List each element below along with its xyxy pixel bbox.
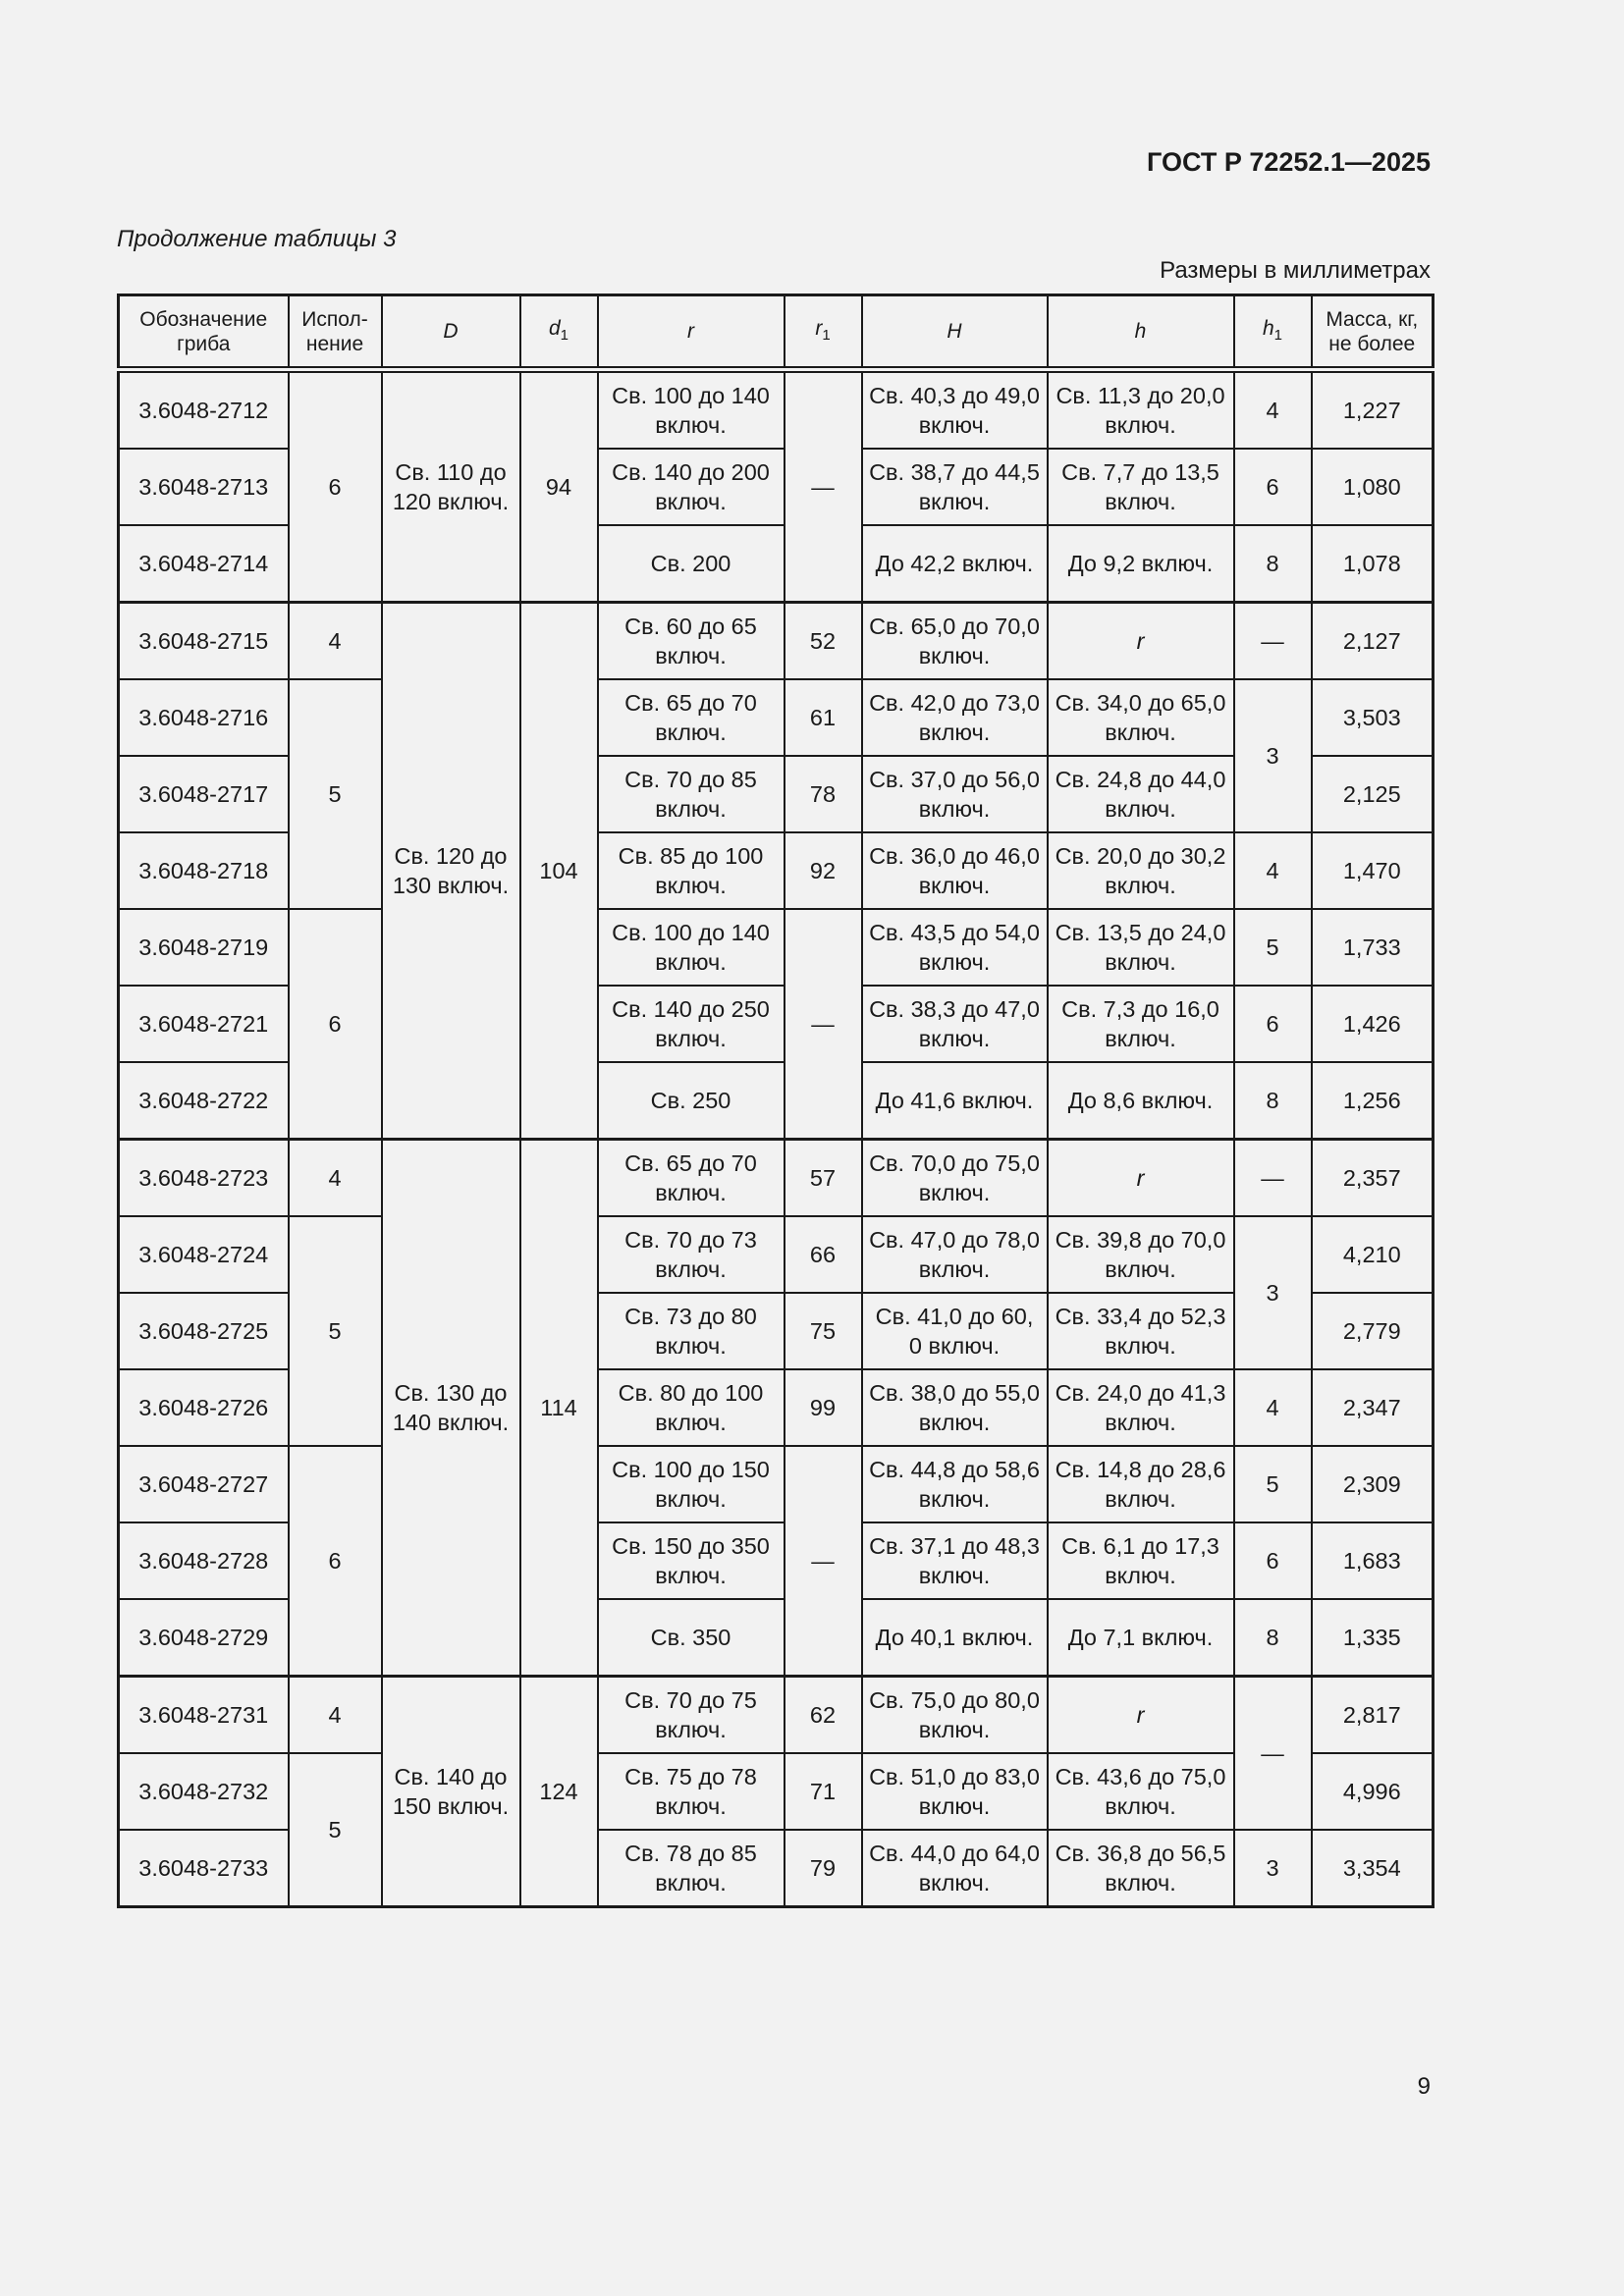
H-cell: Св. 47,0 до 78,0 включ. [862, 1216, 1048, 1293]
h1-cell: — [1234, 1140, 1312, 1217]
h-cell: Св. 7,7 до 13,5 включ. [1048, 449, 1234, 525]
version-cell: 4 [289, 1677, 382, 1754]
designation-cell: 3.6048-2725 [119, 1293, 289, 1369]
designation-cell: 3.6048-2712 [119, 370, 289, 450]
h-cell: Св. 43,6 до 75,0 включ. [1048, 1753, 1234, 1830]
col-D: D [382, 295, 520, 370]
h-cell: До 8,6 включ. [1048, 1062, 1234, 1140]
designation-cell: 3.6048-2726 [119, 1369, 289, 1446]
h1-cell: 4 [1234, 370, 1312, 450]
mass-cell: 2,125 [1312, 756, 1434, 832]
H-cell: До 40,1 включ. [862, 1599, 1048, 1677]
document-code: ГОСТ Р 72252.1—2025 [1147, 147, 1431, 177]
h1-cell: 6 [1234, 449, 1312, 525]
r1-cell: — [785, 1446, 862, 1677]
table-row [119, 1677, 1434, 1754]
mass-cell: 2,347 [1312, 1369, 1434, 1446]
col-h: h [1048, 295, 1234, 370]
r-cell: Св. 65 до 70 включ. [598, 679, 785, 756]
designation-cell: 3.6048-2718 [119, 832, 289, 909]
version-cell: 5 [289, 1753, 382, 1907]
H-cell: Св. 42,0 до 73,0 включ. [862, 679, 1048, 756]
mass-cell: 1,227 [1312, 370, 1434, 450]
version-cell: 6 [289, 909, 382, 1140]
dimensions-table [117, 294, 1435, 1908]
designation-cell: 3.6048-2713 [119, 449, 289, 525]
H-cell: Св. 38,0 до 55,0 включ. [862, 1369, 1048, 1446]
H-cell: Св. 36,0 до 46,0 включ. [862, 832, 1048, 909]
r1-cell: 78 [785, 756, 862, 832]
r1-cell: 99 [785, 1369, 862, 1446]
designation-cell: 3.6048-2717 [119, 756, 289, 832]
h-cell: До 9,2 включ. [1048, 525, 1234, 603]
H-cell: Св. 40,3 до 49,0 включ. [862, 370, 1048, 450]
mass-cell: 4,996 [1312, 1753, 1434, 1830]
col-r: r [598, 295, 785, 370]
r1-cell: 75 [785, 1293, 862, 1369]
col-r1: $r_1$ [785, 295, 862, 370]
mass-cell: 3,503 [1312, 679, 1434, 756]
designation-cell: 3.6048-2723 [119, 1140, 289, 1217]
page-number: 9 [1417, 2073, 1431, 2100]
mass-cell: 2,817 [1312, 1677, 1434, 1754]
H-cell: Св. 37,1 до 48,3 включ. [862, 1522, 1048, 1599]
r1-cell: 66 [785, 1216, 862, 1293]
designation-cell: 3.6048-2731 [119, 1677, 289, 1754]
mass-cell: 4,210 [1312, 1216, 1434, 1293]
H-cell: Св. 37,0 до 56,0 включ. [862, 756, 1048, 832]
r-cell: Св. 350 [598, 1599, 785, 1677]
r-cell: Св. 100 до 140 включ. [598, 370, 785, 450]
r-cell: Св. 250 [598, 1062, 785, 1140]
mass-cell: 2,127 [1312, 603, 1434, 680]
h-cell: Св. 39,8 до 70,0 включ. [1048, 1216, 1234, 1293]
h1-cell: 6 [1234, 1522, 1312, 1599]
r-cell: Св. 75 до 78 включ. [598, 1753, 785, 1830]
table-row [119, 1446, 1434, 1522]
r-cell: Св. 70 до 73 включ. [598, 1216, 785, 1293]
h1-cell: 5 [1234, 909, 1312, 986]
h-cell: Св. 20,0 до 30,2 включ. [1048, 832, 1234, 909]
h-cell: Св. 6,1 до 17,3 включ. [1048, 1522, 1234, 1599]
version-cell: 6 [289, 370, 382, 603]
table-row [119, 1216, 1434, 1293]
r-cell: Св. 70 до 85 включ. [598, 756, 785, 832]
h-cell: Св. 34,0 до 65,0 включ. [1048, 679, 1234, 756]
col-H: H [862, 295, 1048, 370]
r1-cell: 79 [785, 1830, 862, 1907]
designation-cell: 3.6048-2722 [119, 1062, 289, 1140]
r-cell: Св. 65 до 70 включ. [598, 1140, 785, 1217]
mass-cell: 2,779 [1312, 1293, 1434, 1369]
H-cell: Св. 43,5 до 54,0 включ. [862, 909, 1048, 986]
designation-cell: 3.6048-2727 [119, 1446, 289, 1522]
d1-cell: 104 [520, 603, 598, 1140]
d1-cell: 114 [520, 1140, 598, 1677]
H-cell: Св. 70,0 до 75,0 включ. [862, 1140, 1048, 1217]
units-note: Размеры в миллиметрах [1160, 257, 1431, 284]
r-cell: Св. 70 до 75 включ. [598, 1677, 785, 1754]
h1-cell: 4 [1234, 832, 1312, 909]
r-cell: Св. 100 до 140 включ. [598, 909, 785, 986]
H-cell: Св. 75,0 до 80,0 включ. [862, 1677, 1048, 1754]
h1-cell: 8 [1234, 525, 1312, 603]
mass-cell: 1,078 [1312, 525, 1434, 603]
h-cell: Св. 11,3 до 20,0 включ. [1048, 370, 1234, 450]
version-cell: 5 [289, 1216, 382, 1446]
r1-cell: — [785, 909, 862, 1140]
mass-cell: 2,357 [1312, 1140, 1434, 1217]
H-cell: Св. 41,0 до 60, 0 включ. [862, 1293, 1048, 1369]
mass-cell: 1,683 [1312, 1522, 1434, 1599]
r1-cell: 71 [785, 1753, 862, 1830]
designation-cell: 3.6048-2719 [119, 909, 289, 986]
r-cell: Св. 150 до 350 включ. [598, 1522, 785, 1599]
D-cell: Св. 130 до 140 включ. [382, 1140, 520, 1677]
designation-cell: 3.6048-2728 [119, 1522, 289, 1599]
h1-cell: — [1234, 1677, 1312, 1831]
H-cell: До 42,2 включ. [862, 525, 1048, 603]
table-row [119, 679, 1434, 756]
H-cell: Св. 38,7 до 44,5 включ. [862, 449, 1048, 525]
d1-cell: 124 [520, 1677, 598, 1907]
designation-cell: 3.6048-2724 [119, 1216, 289, 1293]
designation-cell: 3.6048-2721 [119, 986, 289, 1062]
r1-cell: — [785, 370, 862, 603]
h1-cell: 3 [1234, 679, 1312, 832]
designation-cell: 3.6048-2732 [119, 1753, 289, 1830]
H-cell: Св. 44,0 до 64,0 включ. [862, 1830, 1048, 1907]
h1-cell: 4 [1234, 1369, 1312, 1446]
r-cell: Св. 85 до 100 включ. [598, 832, 785, 909]
r-cell: Св. 78 до 85 включ. [598, 1830, 785, 1907]
r1-cell: 92 [785, 832, 862, 909]
r-cell: Св. 60 до 65 включ. [598, 603, 785, 680]
version-cell: 5 [289, 679, 382, 909]
h1-cell: 6 [1234, 986, 1312, 1062]
mass-cell: 1,256 [1312, 1062, 1434, 1140]
mass-cell: 1,426 [1312, 986, 1434, 1062]
col-version: Испол-нение [289, 295, 382, 370]
H-cell: Св. 38,3 до 47,0 включ. [862, 986, 1048, 1062]
col-designation: Обозначение гриба [119, 295, 289, 370]
h-cell: Св. 33,4 до 52,3 включ. [1048, 1293, 1234, 1369]
designation-cell: 3.6048-2716 [119, 679, 289, 756]
mass-cell: 1,080 [1312, 449, 1434, 525]
h1-cell: — [1234, 603, 1312, 680]
h1-cell: 3 [1234, 1216, 1312, 1369]
h1-cell: 8 [1234, 1062, 1312, 1140]
D-cell: Св. 120 до 130 включ. [382, 603, 520, 1140]
h1-cell: 3 [1234, 1830, 1312, 1907]
h1-cell: 5 [1234, 1446, 1312, 1522]
D-cell: Св. 110 до 120 включ. [382, 370, 520, 603]
H-cell: Св. 44,8 до 58,6 включ. [862, 1446, 1048, 1522]
mass-cell: 1,335 [1312, 1599, 1434, 1677]
table-row [119, 603, 1434, 680]
designation-cell: 3.6048-2729 [119, 1599, 289, 1677]
r1-cell: 57 [785, 1140, 862, 1217]
version-cell: 4 [289, 603, 382, 680]
h1-cell: 8 [1234, 1599, 1312, 1677]
table-header [119, 295, 1434, 370]
designation-cell: 3.6048-2733 [119, 1830, 289, 1907]
table-row [119, 1140, 1434, 1217]
h-cell: Св. 13,5 до 24,0 включ. [1048, 909, 1234, 986]
H-cell: До 41,6 включ. [862, 1062, 1048, 1140]
h-cell: r [1048, 603, 1234, 680]
h-cell: Св. 24,0 до 41,3 включ. [1048, 1369, 1234, 1446]
version-cell: 6 [289, 1446, 382, 1677]
h-cell: r [1048, 1140, 1234, 1217]
r-cell: Св. 73 до 80 включ. [598, 1293, 785, 1369]
mass-cell: 1,470 [1312, 832, 1434, 909]
col-d1: $d_1$ [520, 295, 598, 370]
mass-cell: 2,309 [1312, 1446, 1434, 1522]
h-cell: Св. 24,8 до 44,0 включ. [1048, 756, 1234, 832]
r-cell: Св. 80 до 100 включ. [598, 1369, 785, 1446]
mass-cell: 3,354 [1312, 1830, 1434, 1907]
table-caption: Продолжение таблицы 3 [117, 226, 397, 252]
h-cell: Св. 14,8 до 28,6 включ. [1048, 1446, 1234, 1522]
r-cell: Св. 200 [598, 525, 785, 603]
designation-cell: 3.6048-2714 [119, 525, 289, 603]
mass-cell: 1,733 [1312, 909, 1434, 986]
h-cell: Св. 7,3 до 16,0 включ. [1048, 986, 1234, 1062]
r1-cell: 52 [785, 603, 862, 680]
designation-cell: 3.6048-2715 [119, 603, 289, 680]
r-cell: Св. 140 до 200 включ. [598, 449, 785, 525]
table-row [119, 370, 1434, 450]
table-row [119, 909, 1434, 986]
r1-cell: 62 [785, 1677, 862, 1754]
h-cell: r [1048, 1677, 1234, 1754]
col-h1: $h_1$ [1234, 295, 1312, 370]
col-mass: Масса, кг, не более [1312, 295, 1434, 370]
h-cell: Св. 36,8 до 56,5 включ. [1048, 1830, 1234, 1907]
version-cell: 4 [289, 1140, 382, 1217]
d1-cell: 94 [520, 370, 598, 603]
D-cell: Св. 140 до 150 включ. [382, 1677, 520, 1907]
r1-cell: 61 [785, 679, 862, 756]
r-cell: Св. 140 до 250 включ. [598, 986, 785, 1062]
h-cell: До 7,1 включ. [1048, 1599, 1234, 1677]
r-cell: Св. 100 до 150 включ. [598, 1446, 785, 1522]
H-cell: Св. 51,0 до 83,0 включ. [862, 1753, 1048, 1830]
H-cell: Св. 65,0 до 70,0 включ. [862, 603, 1048, 680]
